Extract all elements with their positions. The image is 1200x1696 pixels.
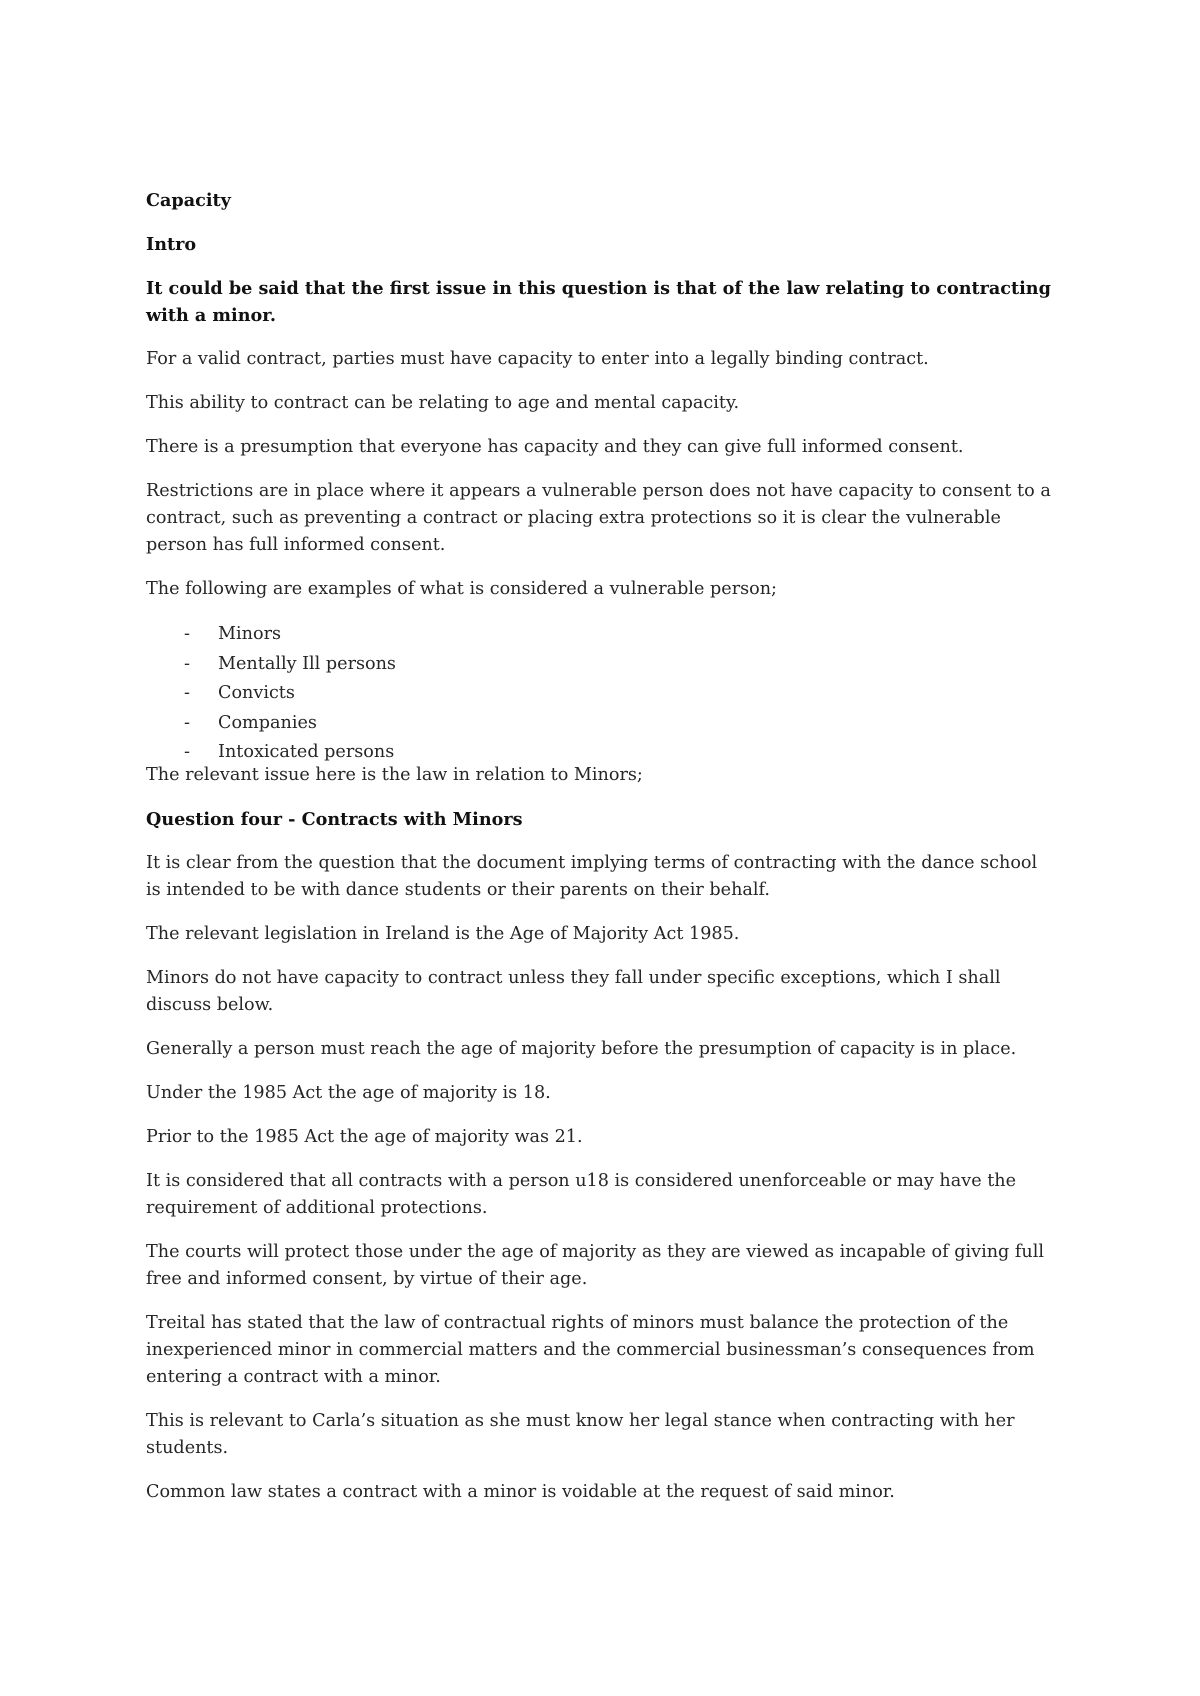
paragraph: Restrictions are in place where it appears a vulnerable person does not have capacity to consent to a contract, such as preventing a contract or placing extra protections so it is clear the vulnerable person has full informed consent. <box>146 481 1051 555</box>
list-item <box>146 709 1051 739</box>
list-item <box>146 620 1051 650</box>
paragraph: For a valid contract, parties must have capacity to enter into a legally binding contract. <box>146 349 929 369</box>
vulnerable-persons-list <box>146 620 1051 768</box>
paragraph: Common law states a contract with a minor is voidable at the request of said minor. <box>146 1481 895 1502</box>
paragraph: The relevant issue here is the law in relation to Minors; <box>146 764 643 785</box>
list-item-label: Companies <box>218 712 317 733</box>
paragraph: This is relevant to Carla’s situation as she must know her legal stance when contracting with her students. <box>146 1410 1015 1458</box>
list-item <box>146 679 1051 709</box>
list-dash: - <box>184 624 190 644</box>
list-dash: - <box>184 653 190 674</box>
list-item-label: Minors <box>218 624 282 644</box>
paragraph: The relevant legislation in Ireland is the Age of Majority Act 1985. <box>146 923 740 944</box>
paragraph: The following are examples of what is considered a vulnerable person; <box>146 579 777 599</box>
paragraph: The courts will protect those under the age of majority as they are viewed as incapable of giving full free and informed consent, by virtue of their age. <box>146 1241 1044 1289</box>
paragraph: There is a presumption that everyone has capacity and they can give full informed consent. <box>146 437 964 457</box>
paragraph: It is considered that all contracts with a person u18 is considered unenforceable or may have the requirement of additional protections. <box>146 1170 1017 1218</box>
list-item <box>146 650 1051 680</box>
intro-bold-statement: It could be said that the first issue in this question is that of the law relating to contracting with a minor. <box>146 278 1051 326</box>
document-title: Capacity <box>146 190 231 211</box>
intro-heading: Intro <box>146 234 197 255</box>
paragraph: Treital has stated that the law of contractual rights of minors must balance the protection of the inexperienced minor in commercial matters and the commercial businessman’s consequences from entering a contract with a minor. <box>146 1312 1035 1387</box>
list-item-label: Convicts <box>218 683 295 703</box>
paragraph: It is clear from the question that the document implying terms of contracting with the dance school is intended to be with dance students or their parents on their behalf. <box>146 852 1038 900</box>
paragraph: Generally a person must reach the age of majority before the presumption of capacity is in place. <box>146 1038 1017 1059</box>
list-dash: - <box>184 742 190 762</box>
list-dash: - <box>184 712 190 733</box>
section-heading: Question four - Contracts with Minors <box>146 808 523 830</box>
list-item <box>146 738 1051 768</box>
document-page <box>146 187 1051 1523</box>
list-item-label: Mentally Ill persons <box>218 653 396 674</box>
paragraph: This ability to contract can be relating to age and mental capacity. <box>146 393 740 413</box>
list-item-label: Intoxicated persons <box>218 742 395 762</box>
list-dash: - <box>184 683 190 703</box>
paragraph: Minors do not have capacity to contract unless they fall under specific exceptions, which I shall discuss below. <box>146 967 1001 1015</box>
paragraph: Prior to the 1985 Act the age of majority was 21. <box>146 1126 583 1147</box>
paragraph: Under the 1985 Act the age of majority is 18. <box>146 1082 551 1103</box>
